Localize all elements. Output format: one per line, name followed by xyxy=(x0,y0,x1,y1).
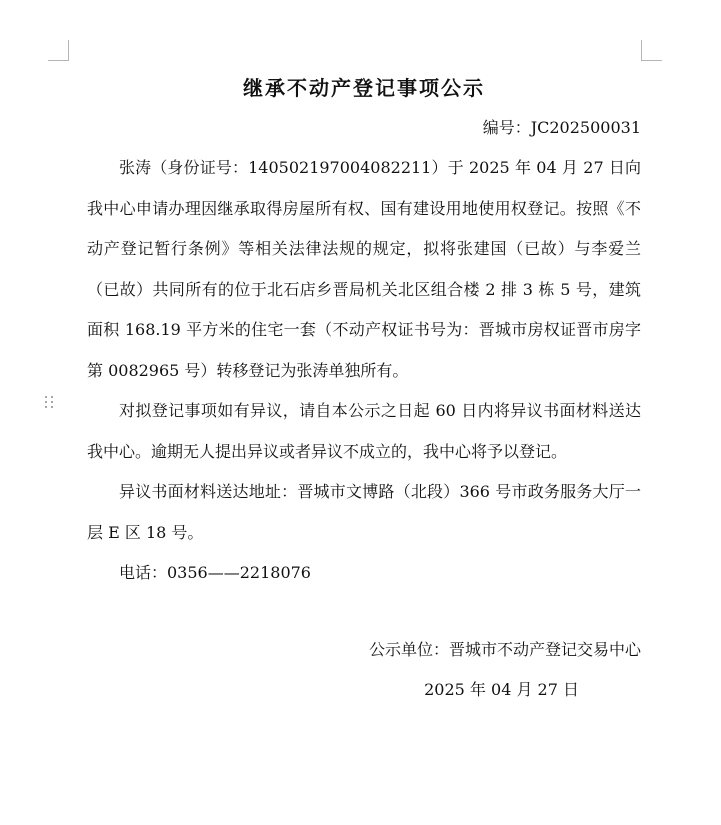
issue-date: 2025 年 04 月 27 日 xyxy=(424,679,579,699)
paragraph-phone: 电话：0356——2218076 xyxy=(119,563,311,582)
page-corner-mark-top-right xyxy=(641,40,662,61)
paragraph-objection-address: 异议书面材料送达地址：晋城市文博路（北段）366 号市政务服务大厅一层 E 区 18 号。 xyxy=(87,482,641,542)
paragraph-drag-handle-icon[interactable] xyxy=(45,396,55,410)
spacer xyxy=(87,594,641,630)
document-body xyxy=(87,68,641,710)
document-title: 继承不动产登记事项公示 xyxy=(243,76,485,100)
page-corner-mark-top-left xyxy=(48,40,69,61)
issuer-signature: 公示单位：晋城市不动产登记交易中心 xyxy=(368,639,641,659)
serial-number: 编号：JC202500031 xyxy=(482,118,641,137)
paragraph-application: 张涛（身份证号：140502197004082211）于 2025 年 04 月 27 日向我中心申请办理因继承取得房屋所有权、国有建设用地使用权登记。按照《不动产登记暂行条例》等相关法律法规的规定，拟将张建国（已故）与李爱兰（已故）共同所有的位于北石店乡晋局机关北区组合楼 2 排 3 栋 5 号，建筑面积 168.19 平方米的住宅一套（不动产权证书号为：晋城市房权证晋市房字第 0082965 号）转移登记为张涛单独所有。 xyxy=(87,158,641,380)
paragraph-objection-notice: 对拟登记事项如有异议，请自本公示之日起 60 日内将异议书面材料送达我中心。逾期无人提出异议或者异议不成立的，我中心将予以登记。 xyxy=(87,401,641,461)
